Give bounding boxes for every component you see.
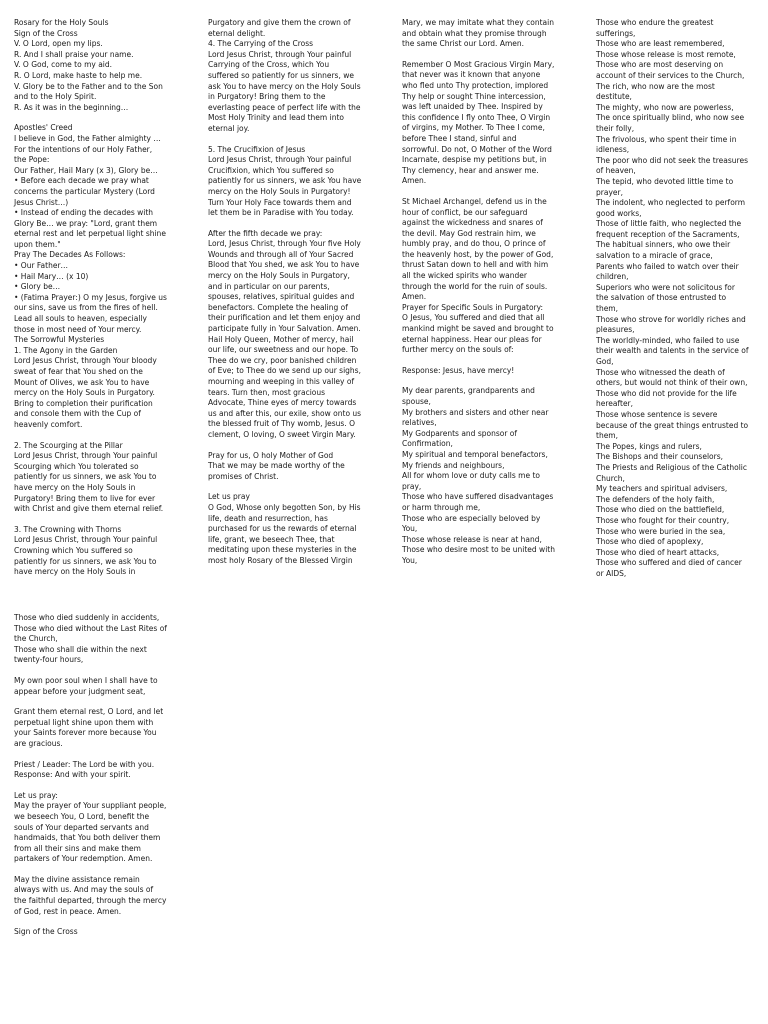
final-prayer: Let us pray: May the prayer of Your suppliant people, we beseech You, O Lord, benefit the souls of Your departed servants and handmaids, that You both deliver them from all their sins and make them partakers of Your redemption. Amen. [14,790,167,864]
pray-for-us: Pray for us, O holy Mother of God That we may be made worthy of the promises of Christ. [208,450,345,481]
let-us-pray: Let us pray O God, Whose only begotten Son, by His life, death and resurrection, has purchased for us the rewards of eternal life, grant, we beseech Thee, that meditating upon these mysteries in the most holy Rosary of the Blessed Virgin [208,492,361,565]
intentions-list-continued: Those who endure the greatest sufferings, Those who are least remembered, Those whose release is most remote, Those who are most deserving on account of their services to the Church, The rich, who now are the most destitute, The mighty, who now are powerless, The once spiritually blind, who now see their folly, The frivolous, who spent their time in idleness, The poor who did not seek the treasures of heaven, The tepid, who devoted little time to prayer, The indolent, who neglected to perform good works, Those of little faith, who neglected the frequent reception of the Sacraments, The habitual sinners, who owe their salvation to a miracle of grace, Parents who failed to watch over their children, Superiors who were not solicitous for the salvation of those entrusted to them, Those who strove for worldly riches and pleasures, The worldly-minded, who failed to use their wealth and talents in the service of God, Those who witnessed the death of others, but would not think of their own, Those who did not provide for the life hereafter, Those whose sentence is severe because of the great things entrusted to them, The Popes, kings and rulers, The Bishops and their counselors, The Priests and Religious of the Catholic Church, My teachers and spiritual advisers, The defenders of the holy faith, Those who died on the battlefield, Those who fought for their country, Those who were buried in the sea, Those who died of apoplexy, Those who died of heart attacks, Those who suffered and died of cancer or AIDS, [596,18,749,578]
column-1-page-2 [14,613,178,938]
fifth-mystery: 5. The Crucifixion of Jesus Lord Jesus Christ, through Your painful Crucifixion, which You suffered so patiently for us sinners, we ask You have mercy on the Holy Souls in Purgatory! Turn Your Holy Face towards them and let them be in Paradise with You today. [208,144,362,218]
sign-of-the-cross: Sign of the Cross [14,927,78,937]
third-mystery: 3. The Crowning with Thorns Lord Jesus Christ, through Your painful Crowning which You suffered so patiently for us sinners, we ask You to have mercy on the Holy Souls in [14,524,158,577]
after-fifth-decade: After the fifth decade we pray: Lord, Jesus Christ, through Your five Holy Wounds and through all of Your Sacred Blood that You shed, we ask You to have mercy on the Holy Souls in Purgatory, and in particular on our parents, spouses, relatives, spiritual guides and benefactors. Complete the healing of their purification and let them enjoy and participate fully in Your Salvation. Amen. Hail Holy Queen, Mother of mercy, hail our life, our sweetness and our hope. To Thee do we cry, poor banished children of Eve; to Thee do we send up our sighs, mourning and weeping in this valley of tears. Turn then, most gracious Advocate, Thine eyes of mercy towards us and after this, our exile, show onto us the blessed fruit of Thy womb, Jesus. O clement, O loving, O sweet Virgin Mary. [208,228,362,439]
column-4 [596,18,764,579]
eternal-rest: Grant them eternal rest, O Lord, and let perpetual light shine upon them with your Saints forever more because You are gracious. [14,707,164,748]
closing-let-us-pray: Mary, we may imitate what they contain and obtain what they promise through the same Christ our Lord. Amen. [402,18,554,49]
priest-response: Priest / Leader: The Lord be with you. Response: And with your spirit. [14,759,155,780]
fourth-mystery: Purgatory and give them the crown of eternal delight. 4. The Carrying of the Cross Lord Jesus Christ, through Your painful Carrying of the Cross, which You suffered so patiently for us sinners, we ask You to have mercy on the Holy Souls in Purgatory! Bring them to the everlasting peace of perfect life with the Most Holy Trinity and lead them into eternal joy. [208,18,361,133]
column-1 [14,18,178,578]
column-3 [402,18,566,567]
creed-and-instructions: Apostles' Creed I believe in God, the Father almighty … For the intentions of our Holy Father, the Pope: Our Father, Hail Mary (x 3), Glory be… • Before each decade we pray what concerns the particular Mystery (Lord Jesus Christ…) • Instead of ending the decades with Glory Be… we pray: "Lord, grant them eternal rest and let perpetual light shine upon them." Pray The Decades As Follows: • Our Father… • Hail Mary… (x 10) • Glory be… • (Fatima Prayer:) O my Jesus, forgive us our sins, save us from the fires of hell. Lead all souls to heaven, especially those in most need of Your mercy. The Sorrowful Mysteries 1. The Agony in the Garden Lord Jesus Christ, through Your bloody sweat of fear that You shed on the Mount of Olives, we ask You to have mercy on the Holy Souls in Purgatory. Bring to completion their purification and console them with the Cup of heavenly comfort. [14,123,167,429]
st-michael-prayer: St Michael Archangel, defend us in the hour of conflict, be our safeguard against the wickedness and snares of the devil. May God restrain him, we humbly pray, and do thou, O prince of the heavenly host, by the power of God, thrust Satan down to hell and with him all the wicked spirits who wander through the world for the ruin of souls. Amen. Prayer for Specific Souls in Purgatory: O Jesus, You suffered and died that all mankind might be saved and brought to eternal happiness. Hear our pleas for further mercy on the souls of: [402,196,554,355]
intentions-list: My dear parents, grandparents and spouse, My brothers and sisters and other near relatives, My Godparents and sponsor of Confirmation, My spiritual and temporal benefactors, My friends and neighbours, All for whom love or duty calls me to pray, Those who have suffered disadvantages or harm through me, Those who are especially beloved by You, Those whose release is near at hand, Those who desire most to be united with You, [402,386,555,565]
response: Response: Jesus, have mercy! [402,365,515,375]
sudden-deaths: Those who died suddenly in accidents, Those who died without the Last Rites of the Church, Those who shall die within the next twenty-four hours, [14,613,167,665]
second-mystery: 2. The Scourging at the Pillar Lord Jesus Christ, through Your painful Scourging which You tolerated so patiently for us sinners, we ask You to have mercy on the Holy Souls in Purgatory! Bring them to live for ever with Christ and give them eternal relief. [14,440,164,514]
memorare: Remember O Most Gracious Virgin Mary, that never was it known that anyone who fled unto Thy protection, implored Thy help or sought Thine intercession, was left unaided by Thee. Inspired by this confidence I fly onto Thee, O Virgin of virgins, my Mother. To Thee I come, before Thee I stand, sinful and sorrowful. Do not, O Mother of the Word Incarnate, despise my petitions but, in Thy clemency, hear and answer me. Amen. [402,59,555,186]
own-soul: My own poor soul when I shall have to appear before your judgment seat, [14,675,158,696]
divine-assistance: May the divine assistance remain always with us. And may the souls of the faithful departed, through the mercy of God, rest in peace. Amen. [14,874,167,916]
column-2 [208,18,372,567]
opening-prayers: Rosary for the Holy Souls Sign of the Cross V. O Lord, open my lips. R. And I shall praise your name. V. O God, come to my aid. R. O Lord, make haste to help me. V. Glory be to the Father and to the Son and to the Holy Spirit. R. As it was in the beginning… [14,18,163,112]
